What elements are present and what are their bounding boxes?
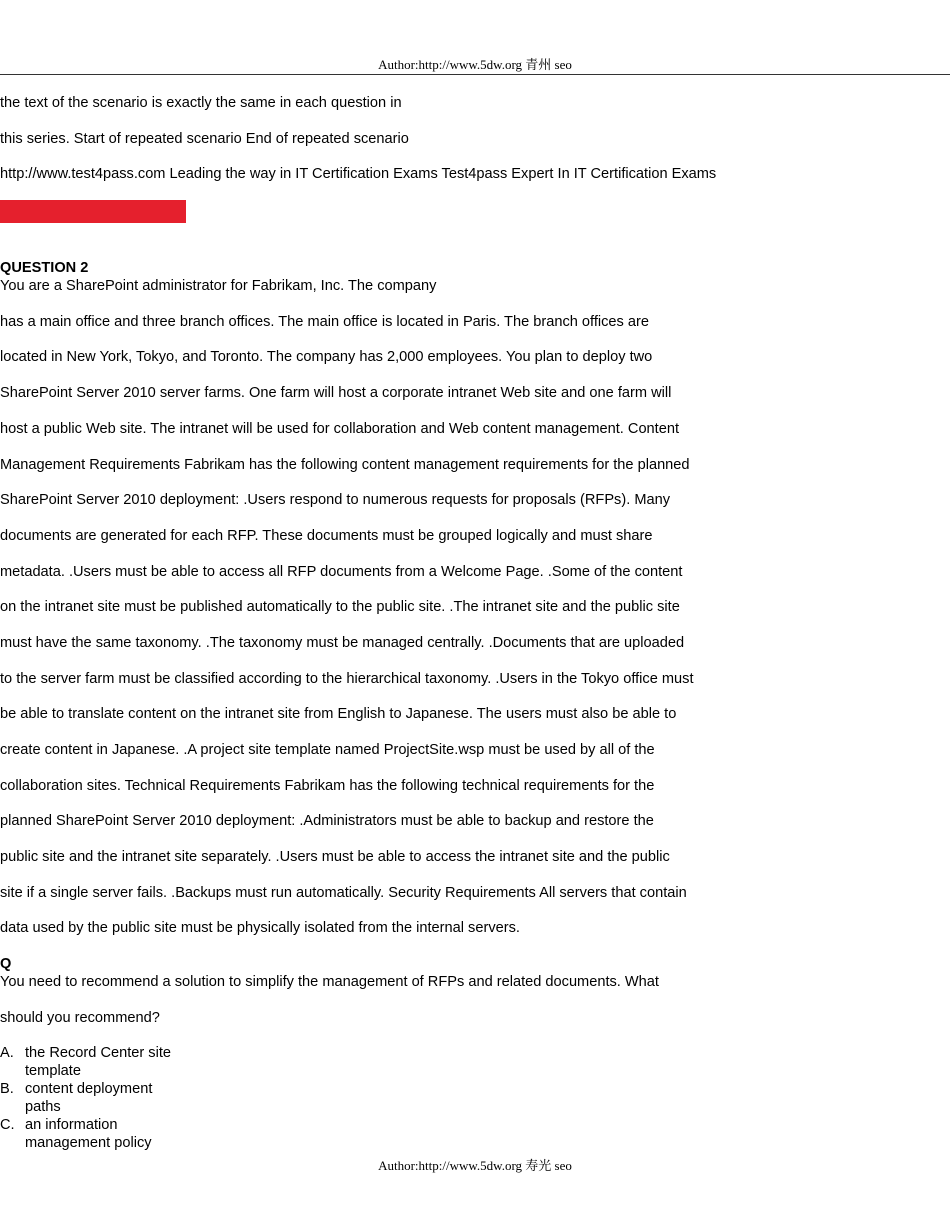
question-prompt-line: You need to recommend a solution to simplify the management of RFPs and related documents. What [0, 974, 659, 990]
intro-line: http://www.test4pass.com Leading the way in IT Certification Exams Test4pass Expert In IT Certification Exams [0, 166, 717, 182]
scenario-line: located in New York, Tokyo, and Toronto. The company has 2,000 employees. You plan to deploy two [0, 349, 653, 365]
header-divider [0, 74, 950, 75]
question-prompt-line: should you recommend? [0, 1010, 160, 1026]
scenario-line: host a public Web site. The intranet will be used for collaboration and Web content management. Content [0, 421, 680, 437]
scenario-line: create content in Japanese. .A project site template named ProjectSite.wsp must be used by all of the [0, 742, 655, 758]
scenario-line: planned SharePoint Server 2010 deployment: .Administrators must be able to backup and restore the [0, 813, 654, 829]
option-letter: A. [0, 1045, 14, 1061]
question-title: QUESTION 2 [0, 260, 89, 276]
option-text: an information management policy [25, 1117, 152, 1151]
scenario-line: SharePoint Server 2010 server farms. One farm will host a corporate intranet Web site and one farm will [0, 385, 672, 401]
scenario-line: site if a single server fails. .Backups must run automatically. Security Requirements All servers that contain [0, 885, 687, 901]
option-letter: C. [0, 1117, 15, 1133]
scenario-line: on the intranet site must be published automatically to the public site. .The intranet site and the public site [0, 599, 680, 615]
scenario-line: collaboration sites. Technical Requirements Fabrikam has the following technical requirements for the [0, 778, 655, 794]
scenario-line: You are a SharePoint administrator for Fabrikam, Inc. The company [0, 278, 437, 294]
option-text: content deployment paths [25, 1081, 153, 1115]
scenario-line: to the server farm must be classified according to the hierarchical taxonomy. .Users in the Tokyo office must [0, 671, 694, 687]
intro-line: the text of the scenario is exactly the same in each question in [0, 95, 402, 111]
page-header: Author:http://www.5dw.org 青州 seo [378, 57, 572, 72]
scenario-line: has a main office and three branch offices. The main office is located in Paris. The branch offices are [0, 314, 649, 330]
page-footer: Author:http://www.5dw.org 寿光 seo [378, 1158, 572, 1173]
scenario-line: be able to translate content on the intranet site from English to Japanese. The users must also be able to [0, 706, 677, 722]
scenario-line: Management Requirements Fabrikam has the following content management requirements for the planned [0, 457, 690, 473]
intro-line: this series. Start of repeated scenario End of repeated scenario [0, 131, 409, 147]
scenario-line: data used by the public site must be physically isolated from the internal servers. [0, 920, 520, 936]
question-label: Q [0, 956, 12, 972]
scenario-line: SharePoint Server 2010 deployment: .Users respond to numerous requests for proposals (RFPs). Many [0, 492, 671, 508]
option-letter: B. [0, 1081, 14, 1097]
red-accent-bar [0, 200, 186, 223]
scenario-line: metadata. .Users must be able to access all RFP documents from a Welcome Page. .Some of the content [0, 564, 683, 580]
option-text: the Record Center site template [25, 1045, 172, 1079]
scenario-line: documents are generated for each RFP. These documents must be grouped logically and must share [0, 528, 653, 544]
scenario-line: public site and the intranet site separately. .Users must be able to access the intranet site and the public [0, 849, 670, 865]
scenario-line: must have the same taxonomy. .The taxonomy must be managed centrally. .Documents that are uploaded [0, 635, 685, 651]
